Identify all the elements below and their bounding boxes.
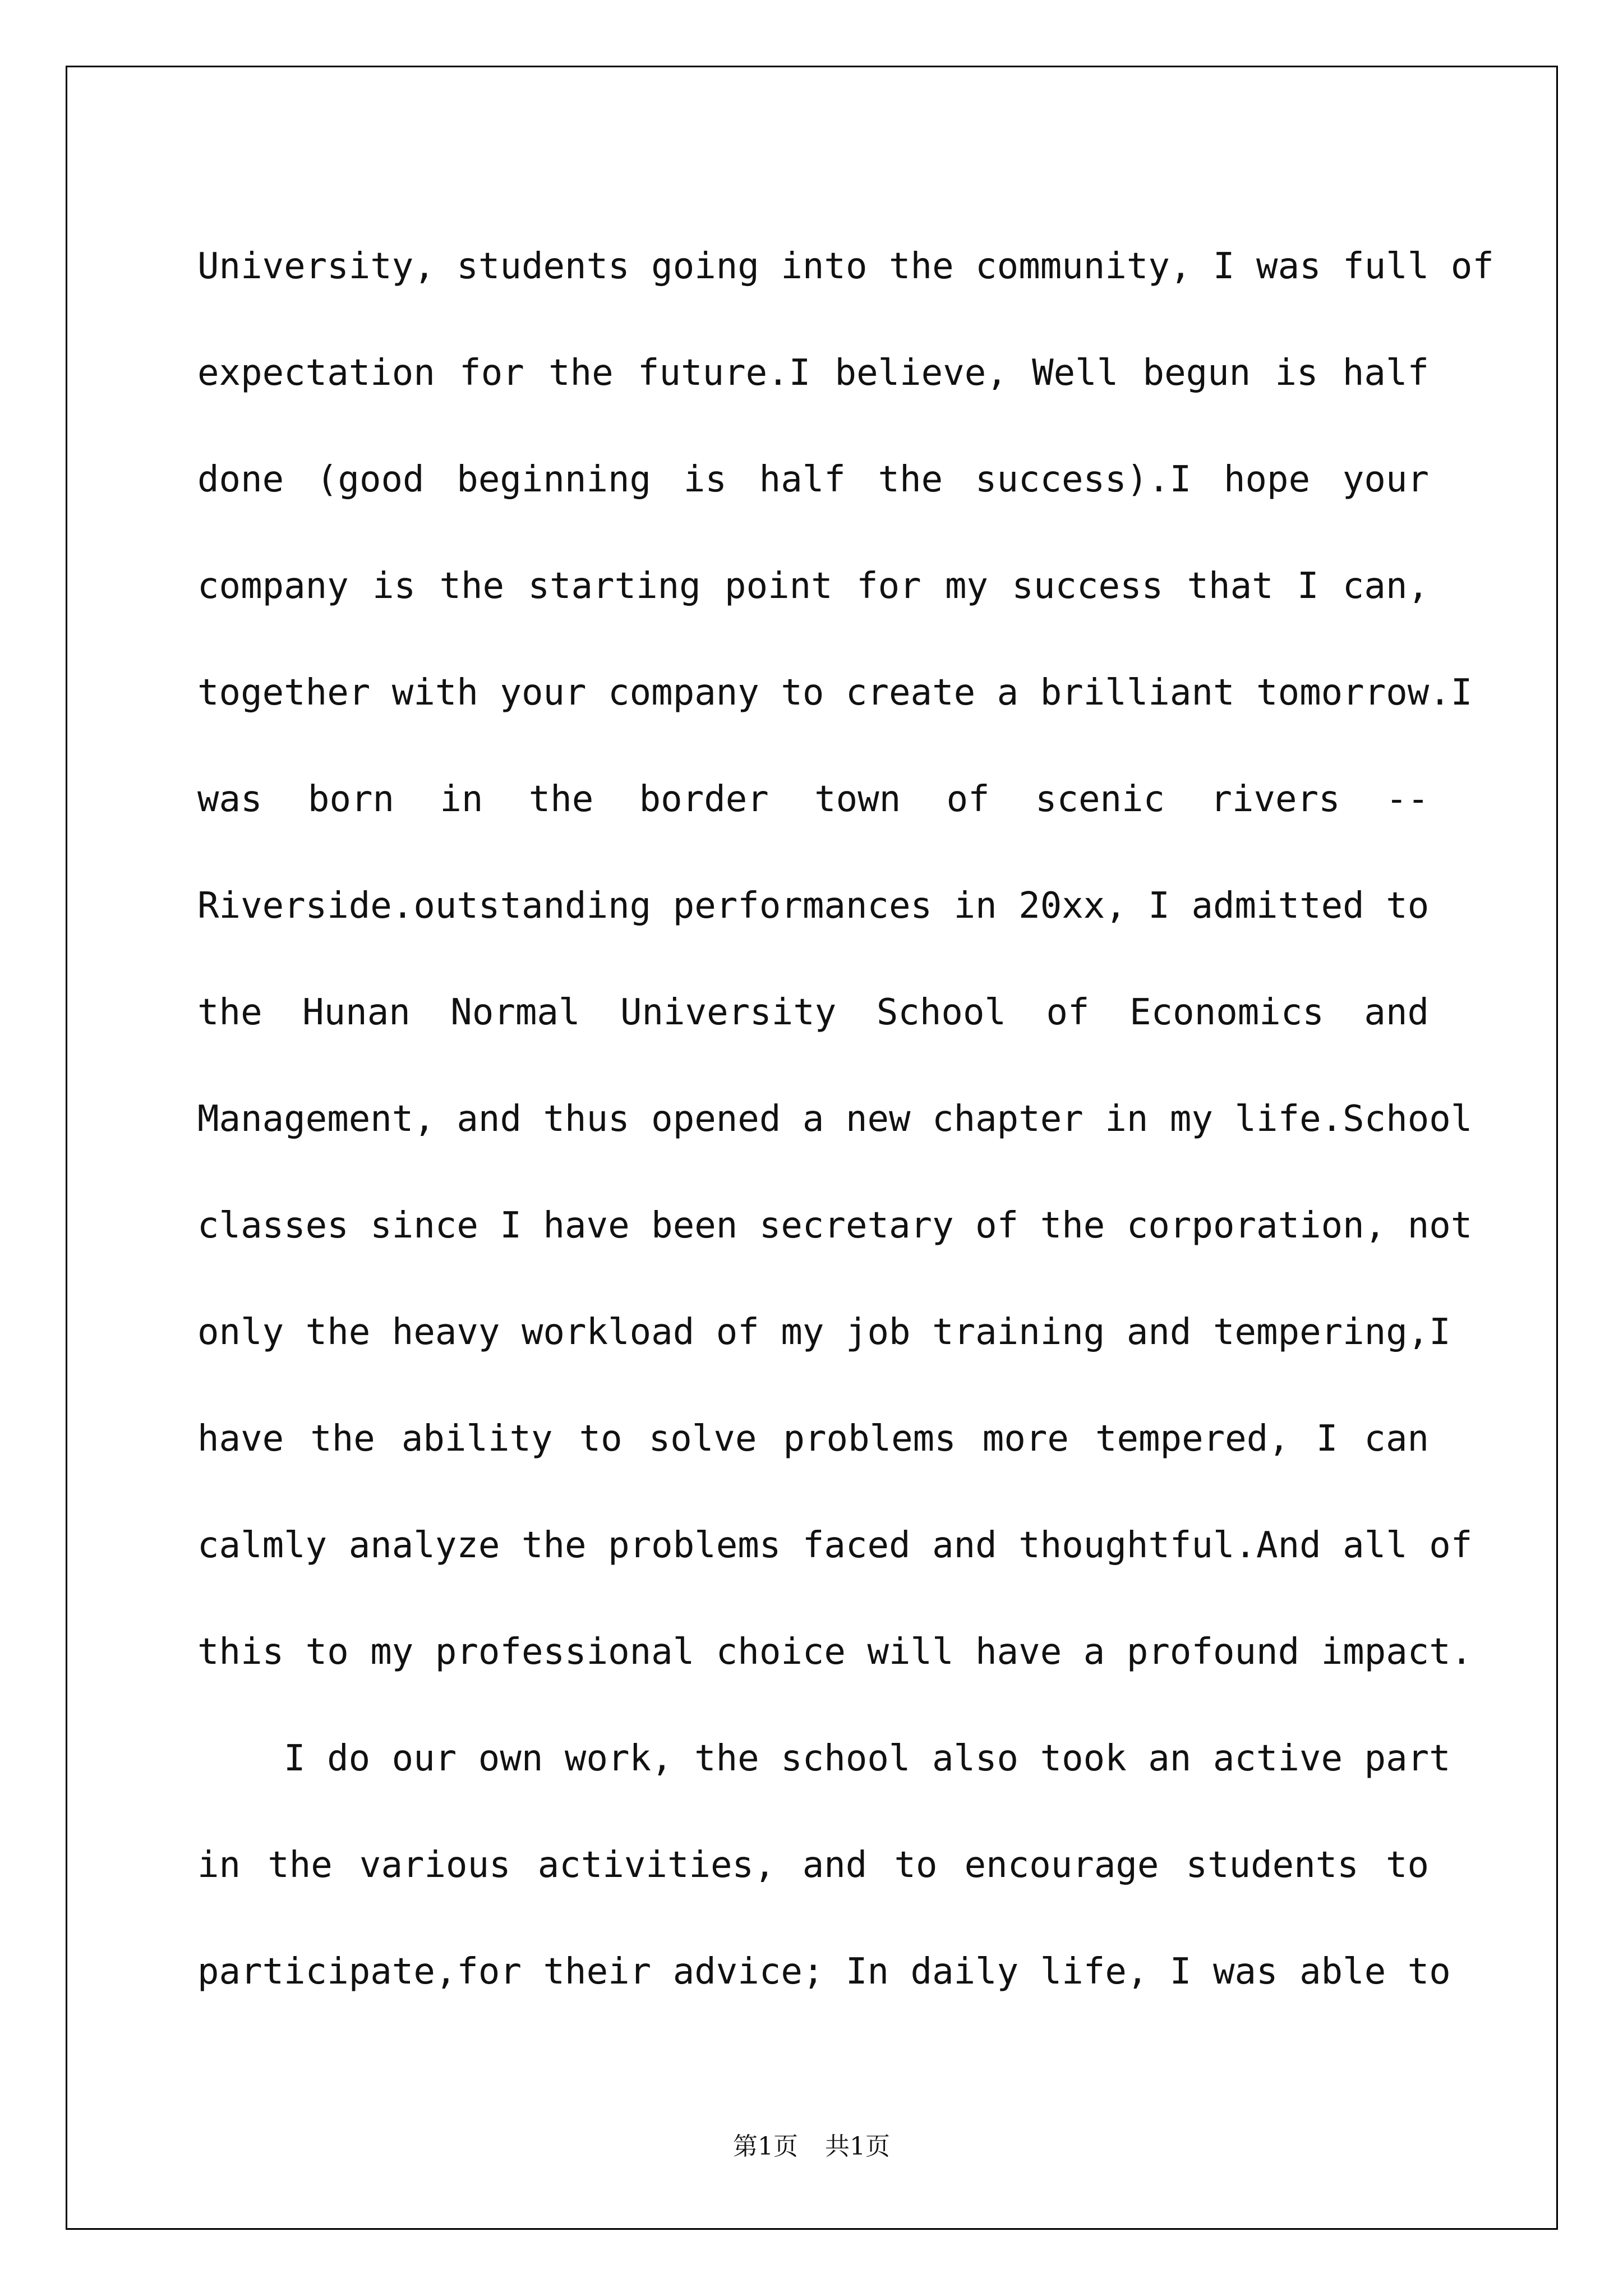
- text-line: expectation for the future.I believe, Well begun is half: [197, 352, 1429, 394]
- text-line: only the heavy workload of my job training and tempering,I: [197, 1312, 1451, 1353]
- paragraph-end-line: this to my professional choice will have a profound impact.: [197, 1631, 1473, 1673]
- text-line: together with your company to create a brilliant tomorrow.I: [197, 672, 1473, 714]
- page-footer: [0, 2126, 1623, 2162]
- paragraph-start-line: I do our own work, the school also took an active part: [284, 1738, 1451, 1779]
- text-line: have the ability to solve problems more tempered, I can: [197, 1418, 1429, 1460]
- total-pages: 共1页: [825, 2132, 890, 2161]
- text-line: in the various activities, and to encourage students to: [197, 1844, 1429, 1886]
- text-line: classes since I have been secretary of the corporation, not: [197, 1205, 1473, 1246]
- text-line: University, students going into the community, I was full of: [197, 246, 1494, 287]
- document-body: [197, 213, 1494, 2025]
- text-line: participate,for their advice; In daily life, I was able to: [197, 1951, 1451, 1993]
- text-line: company is the starting point for my success that I can,: [197, 565, 1429, 607]
- text-line: was born in the border town of scenic rivers --: [197, 779, 1429, 820]
- text-line: Riverside.outstanding performances in 20xx, I admitted to: [197, 885, 1430, 927]
- text-line: calmly analyze the problems faced and thoughtful.And all of: [197, 1525, 1473, 1566]
- text-line: the Hunan Normal University School of Economics and: [197, 992, 1429, 1033]
- page-number: 第1页: [733, 2132, 798, 2161]
- text-line: done (good beginning is half the success).I hope your: [197, 459, 1429, 500]
- text-line: Management, and thus opened a new chapter in my life.School: [197, 1098, 1473, 1140]
